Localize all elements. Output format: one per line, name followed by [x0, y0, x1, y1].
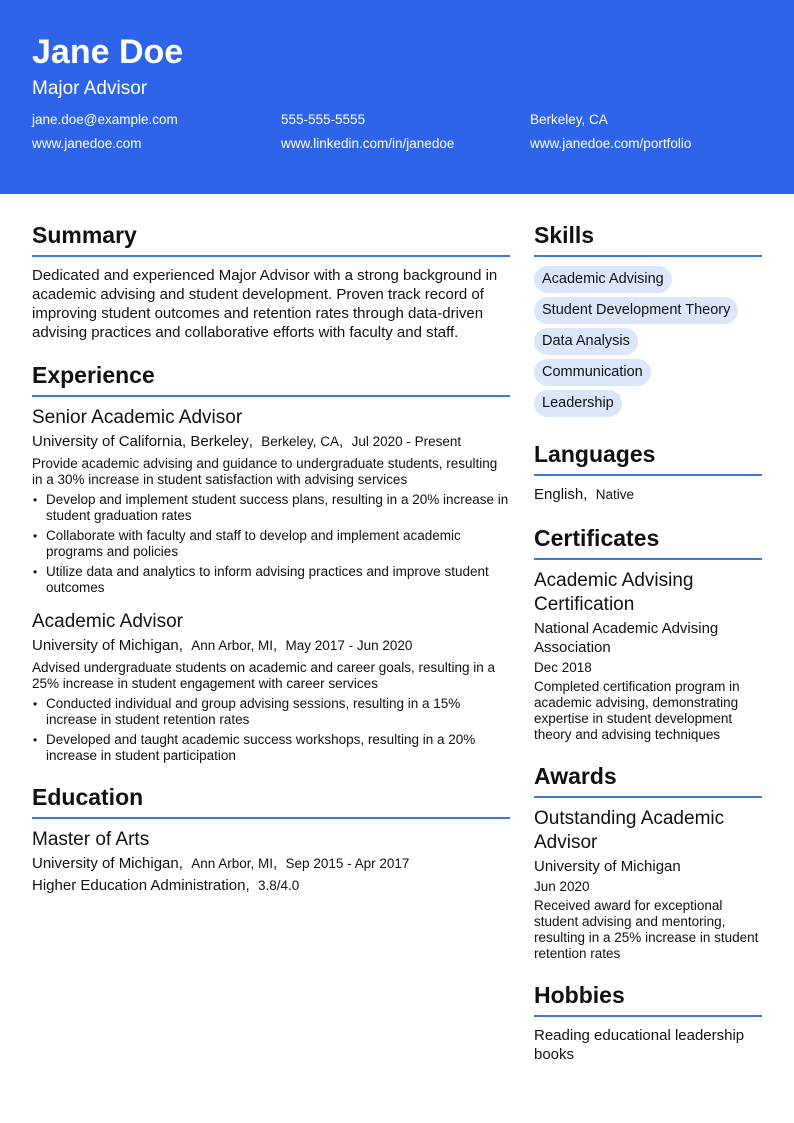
job-org-line: University of Michigan, Ann Arbor, MI, May 2017 - Jun 2020 — [32, 637, 413, 654]
award-org: University of Michigan — [534, 858, 681, 875]
website-link[interactable]: www.janedoe.com — [32, 136, 142, 151]
hobbies-section — [534, 980, 762, 1064]
awards-heading: Awards — [534, 761, 762, 798]
summary-heading: Summary — [32, 220, 510, 257]
award-description: Received award for exceptional student advising and mentoring, resulting in a 25% increase in student retention rates — [534, 898, 759, 961]
job-title: Senior Academic Advisor — [32, 407, 243, 428]
contact-info — [32, 111, 762, 153]
job-bullets — [32, 492, 510, 596]
certificate-date: Dec 2018 — [534, 660, 592, 675]
phone-number[interactable]: 555-555-5555 — [281, 112, 366, 127]
certificates-section — [534, 523, 762, 743]
award-title: Outstanding Academic Advisor — [534, 808, 725, 853]
hobby-text: Reading educational leadership books — [534, 1027, 745, 1063]
awards-section — [534, 761, 762, 962]
experience-heading: Experience — [32, 360, 510, 397]
candidate-name: Jane Doe — [32, 33, 184, 71]
email-link[interactable]: jane.doe@example.com — [32, 112, 178, 127]
summary-text: Dedicated and experienced Major Advisor with a strong background in academic advising and student development. Proven track record of improving student outcomes and retention rates through data-driven advising practices and collaborative efforts with faculty and staff. — [32, 267, 498, 341]
job-location: Ann Arbor, MI — [191, 638, 274, 653]
school-location: Ann Arbor, MI — [191, 856, 274, 871]
skill-tags — [534, 266, 762, 421]
job-org-line: University of California, Berkeley, Berkeley, CA, Jul 2020 - Present — [32, 433, 462, 450]
portfolio-link[interactable]: www.janedoe.com/portfolio — [530, 136, 692, 151]
right-column — [534, 220, 762, 1082]
job-bullet: • Conducted individual and group advising sessions, resulting in a 15% increase in student retention rates — [32, 696, 510, 728]
certificates-heading: Certificates — [534, 523, 762, 560]
certificate-title: Academic Advising Certification — [534, 570, 694, 615]
skill-tag: Academic Advising — [534, 266, 672, 293]
job-bullet: • Collaborate with faculty and staff to develop and implement academic programs and policies — [32, 528, 510, 560]
languages-section — [534, 439, 762, 505]
education-org-line: University of Michigan, Ann Arbor, MI, Sep 2015 - Apr 2017 — [32, 855, 410, 872]
candidate-title: Major Advisor — [32, 78, 148, 99]
education-field-line: Higher Education Administration, 3.8/4.0 — [32, 877, 300, 894]
language-name: English — [534, 486, 584, 503]
degree-title: Master of Arts — [32, 829, 150, 850]
job-bullets — [32, 696, 510, 764]
resume-body — [0, 194, 794, 1082]
job-bullet: • Utilize data and analytics to inform advising practices and improve student outcomes — [32, 564, 510, 596]
experience-section — [32, 360, 510, 764]
skills-section — [534, 220, 762, 421]
hobbies-heading: Hobbies — [534, 980, 762, 1017]
job-location: Berkeley, CA — [261, 434, 340, 449]
summary-section — [32, 220, 510, 342]
language-level: Native — [595, 487, 634, 502]
education-heading: Education — [32, 782, 510, 819]
language-entry: English, Native — [534, 486, 634, 503]
location-text: Berkeley, CA — [530, 112, 608, 127]
job-org: University of Michigan — [32, 637, 179, 654]
resume-header — [0, 0, 794, 194]
job-org: University of California, Berkeley — [32, 433, 249, 450]
left-column — [32, 220, 510, 1082]
job-dates: May 2017 - Jun 2020 — [285, 638, 413, 653]
languages-heading: Languages — [534, 439, 762, 476]
job-entry — [32, 610, 510, 764]
skill-tag: Communication — [534, 359, 651, 386]
job-description: Provide academic advising and guidance to undergraduate students, resulting in a 30% increase in student satisfaction with advising services — [32, 456, 498, 487]
award-date: Jun 2020 — [534, 879, 590, 894]
skills-heading: Skills — [534, 220, 762, 257]
skill-tag: Student Development Theory — [534, 297, 738, 324]
job-title: Academic Advisor — [32, 611, 184, 632]
field-of-study: Higher Education Administration — [32, 877, 246, 894]
job-bullet: • Developed and taught academic success workshops, resulting in a 20% increase in student participation — [32, 732, 510, 764]
certificate-org: National Academic Advising Association — [534, 620, 719, 656]
school-name: University of Michigan — [32, 855, 179, 872]
education-dates: Sep 2015 - Apr 2017 — [285, 856, 410, 871]
gpa: 3.8/4.0 — [257, 878, 300, 893]
job-description: Advised undergraduate students on academic and career goals, resulting in a 25% increase in student engagement with career services — [32, 660, 496, 691]
certificate-description: Completed certification program in academic advising, demonstrating expertise in student development theory and advising techniques — [534, 679, 740, 742]
skill-tag: Leadership — [534, 390, 622, 417]
job-bullet: • Develop and implement student success plans, resulting in a 20% increase in student graduation rates — [32, 492, 510, 524]
linkedin-link[interactable]: www.linkedin.com/in/janedoe — [281, 136, 455, 151]
education-section — [32, 782, 510, 896]
job-entry — [32, 406, 510, 596]
skill-tag: Data Analysis — [534, 328, 638, 355]
job-dates: Jul 2020 - Present — [351, 434, 462, 449]
